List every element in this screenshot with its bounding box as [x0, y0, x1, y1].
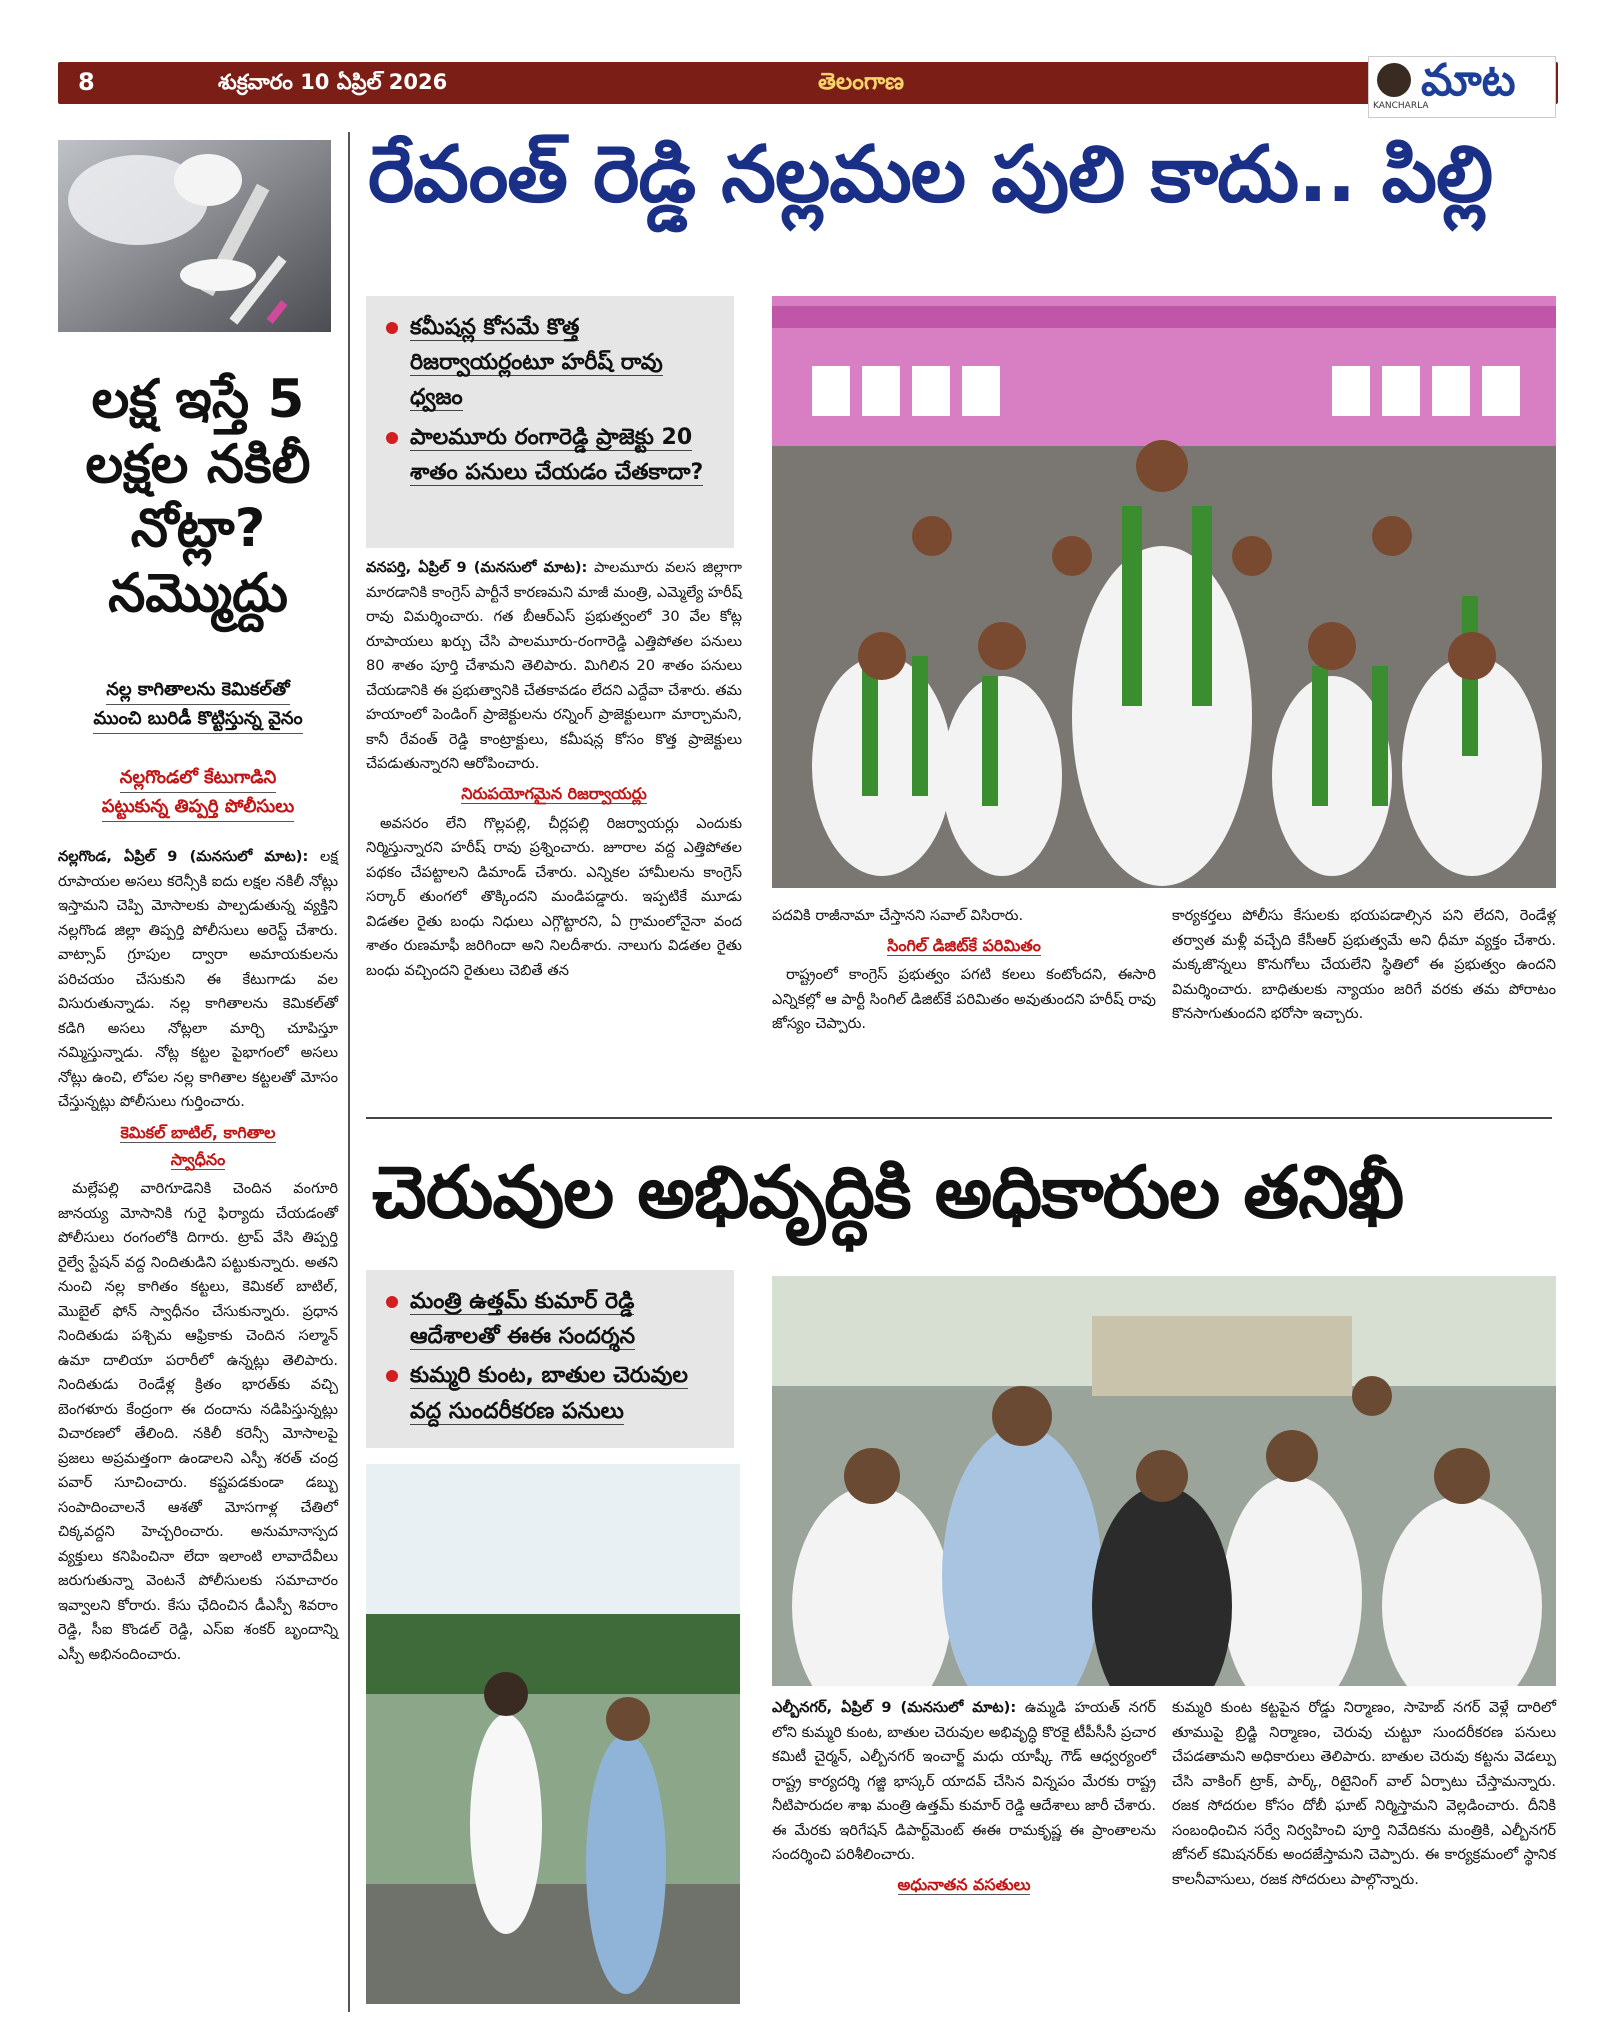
subheading-line: కెమికల్ బాటిల్, కాగితాల	[120, 1122, 276, 1142]
story-divider	[366, 1117, 1552, 1119]
story3-highlights	[366, 1270, 734, 1448]
story1-body-col3	[1172, 904, 1556, 1029]
story2-kicker	[58, 676, 338, 734]
paragraph: ఉమ్మడి హయత్ నగర్ లోని కుమ్మరి కుంట, బాతుల చెరువుల అభివృద్ధి కొరకై టీపీసీసీ ప్రచార కమిటీ చైర్మన్, ఎల్బీనగర్ ఇంచార్జ్ మధు యాష్కీ గౌడ్ ఆధ్వర్యంలో రాష్ట్ర కార్యదర్శి గజ్జి భాస్కర్ యాదవ్ చేసిన విన్నపం మేరకు రాష్ట్ర నీటిపారుదల శాఖ మంత్రి ఉత్తమ్ కుమార్ రెడ్డి ఆదేశాలు జారీ చేశారు. ఈ మేరకు ఇరిగేషన్ డిపార్ట్‌మెంట్ ఈఈ రామకృష్ణ ఈ ప్రాంతాలను సందర్శించి పరిశీలించారు.	[772, 1699, 1157, 1864]
inspection-photo	[772, 1276, 1556, 1686]
paragraph: పదవికి రాజీనామా చేస్తానని సవాల్ విసిరారు.	[772, 907, 1024, 924]
paragraph: అవసరం లేని గొల్లపల్లి, చీర్లపల్లి రిజర్వాయర్లు ఎందుకు నిర్మిస్తున్నారని హరీష్ రావు ప్రశ్నించారు. జూరాల వద్ద ఎత్తిపోతల పథకం చేపట్టాలని డిమాండ్ చేశారు. ఎన్నికల హామీలను కాంగ్రెస్ సర్కార్ తుంగలో తొక్కిందని మండిపడ్డారు. ఇప్పటికే మూడు విడతల రైతు బంధు నిధులు ఎగ్గొట్టారని, ఏ గ్రామంలోనైనా వంద శాతం రుణమాఫీ జరిగిందా అని నిలదీశారు. నాలుగు విడతల రైతు బంధు వచ్చిందని రైతులు చెబితే తన	[366, 814, 742, 979]
page-number: 8	[78, 68, 95, 96]
headline-line: లక్షల నకిలీ	[85, 433, 311, 495]
highlight-item: పాలమూరు రంగారెడ్డి ప్రాజెక్టు 20 శాతం పనులు చేయడం చేతకాదా?	[386, 420, 716, 490]
subheading: అధునాతన వసతులు	[897, 1874, 1031, 1894]
story1-highlights	[366, 296, 734, 548]
rally-photo	[772, 296, 1556, 888]
kicker-line: పట్టుకున్న తిప్పర్తి పోలీసులు	[102, 793, 295, 822]
dateline: వనపర్తి, ఏప్రిల్ 9 (మనసులో మాట):	[366, 559, 588, 576]
kicker-line: నల్లగొండలో కేటుగాడిని	[120, 764, 276, 793]
column-divider	[348, 132, 350, 2012]
story2-kicker-red	[58, 764, 338, 822]
headline-line: నోట్లా?	[130, 498, 266, 560]
story3-headline: చెరువుల అభివృద్ధికి అధికారుల తనిఖీ	[372, 1150, 1404, 1234]
subheading: సింగిల్ డిజిట్‌కే పరిమితం	[887, 935, 1041, 955]
logo-wordmark: మాట	[1421, 55, 1516, 106]
dateline: ఎల్బీనగర్, ఏప్రిల్ 9 (మనసులో మాట):	[772, 1699, 1017, 1716]
founder-portrait	[1377, 63, 1411, 97]
highlight-item: కమీషన్ల కోసమే కొత్త రిజర్వాయర్లంటూ హరీష్ రావు ధ్వజం	[386, 310, 716, 416]
kicker-line: నల్ల కాగితాలను కెమికల్‌తో	[106, 676, 290, 705]
story2-body	[58, 845, 338, 1669]
headline-line: లక్ష ఇస్తే 5	[91, 369, 305, 430]
paragraph: పాలమూరు వలస జిల్లాగా మారడానికి కాంగ్రెస్ పార్టీనే కారణమని మాజీ మంత్రి, ఎమ్మెల్యే హరీష్ రావు విమర్శించారు. గత బీఆర్ఎస్ ప్రభుత్వంలో 30 వేల కోట్ల రూపాయలు ఖర్చు చేసి పాలమూరు-రంగారెడ్డి ఎత్తిపోతల పనులు 80 శాతం పూర్తి చేశామని తెలిపారు. మిగిలిన 20 శాతం పనులు చేయడానికి ఈ ప్రభుత్వానికి చేతకావడం లేదని ఎద్దేవా చేశారు. తమ హయాంలో పెండింగ్ ప్రాజెక్టులను రన్నింగ్ ప్రాజెక్టులుగా మార్చామని, కానీ రేవంత్ రెడ్డి కాంట్రాక్టులు, కమీషన్ల కోసం కొత్త ప్రాజెక్టులు చేపడుతున్నారని ఆరోపించారు.	[366, 559, 742, 773]
story3-body-col1	[772, 1696, 1156, 1902]
dateline: నల్లగొండ, ఏప్రిల్ 9 (మనసులో మాట):	[58, 848, 309, 865]
logo-subtitle: KANCHARLA	[1373, 101, 1429, 111]
story1-body-col1	[366, 556, 742, 985]
story1-body-col2	[772, 904, 1156, 1039]
page-header-bar	[58, 62, 1558, 104]
paragraph: కార్యకర్తలు పోలీసు కేసులకు భయపడాల్సిన పని లేదని, రెండేళ్ల తర్వాత మళ్లీ వచ్చేది కేసీఆర్ ప్రభుత్వమే అని ధీమా వ్యక్తం చేశారు. మక్కజొన్నలు కొనుగోలు చేయలేని స్థితిలో ఈ ప్రభుత్వం ఉందని విమర్శించారు. బాధితులకు న్యాయం జరిగే వరకు తమ పోరాటం కొనసాగుతుందని భరోసా ఇచ్చారు.	[1172, 907, 1556, 1023]
kicker-line: ముంచి బురిడీ కొట్టిస్తున్న వైనం	[93, 705, 302, 734]
lake-photo	[366, 1464, 740, 2004]
drug-photo	[58, 140, 331, 332]
subheading: నిరుపయోగమైన రిజర్వాయర్లు	[461, 783, 647, 803]
paragraph: కుమ్మరి కుంట కట్టపైన రోడ్డు నిర్మాణం, సాహెబ్ నగర్ వెళ్లే దారిలో తూముపై బ్రిడ్జి నిర్మాణం, చెరువు చుట్టూ సుందరీకరణ పనులు చేపడతామని అధికారులు తెలిపారు. బాతుల చెరువు కట్టను వెడల్పు చేసి వాకింగ్ ట్రాక్, పార్క్, రిటైనింగ్ వాల్ ఏర్పాటు చేస్తామన్నారు. రజక సోదరుల కోసం దోబీ ఘాట్ నిర్మిస్తామని వెల్లడించారు. దీనికి సంబంధించిన సర్వే నిర్వహించి పూర్తి నివేదికను మంత్రికి, ఎల్బీనగర్ జోనల్ కమిషనర్‌కు అందజేస్తామని చెప్పారు. ఈ కార్యక్రమంలో స్థానిక కాలనీవాసులు, రజక సోదరులు పాల్గొన్నారు.	[1172, 1699, 1556, 1888]
highlight-item: మంత్రి ఉత్తమ్ కుమార్ రెడ్డి ఆదేశాలతో ఈఈ సందర్శన	[386, 1284, 716, 1354]
highlight-item: కుమ్మరి కుంట, బాతుల చెరువుల వద్ద సుందరీకరణ పనులు	[386, 1358, 716, 1428]
story2-headline	[58, 368, 338, 627]
paragraph: లక్ష రూపాయల అసలు కరెన్సీకి ఐదు లక్షల నకిలీ నోట్లు ఇస్తామని చెప్పి మోసాలకు పాల్పడుతున్న వ్యక్తిని నల్లగొండ జిల్లా తిప్పర్తి పోలీసులు అరెస్ట్ చేశారు. వాట్సాప్ గ్రూపుల ద్వారా అమాయకులను పరిచయం చేసుకుని ఈ కేటుగాడు వల విసురుతున్నాడు. నల్ల కాగితాలను కెమికల్‌తో కడిగి అసలు నోట్లలా మార్చి చూపిస్తూ నమ్మిస్తున్నాడు. నోట్ల కట్టల పైభాగంలో అసలు నోట్లు ఉంచి, లోపల నల్ల కాగితాల కట్టలతో మోసం చేస్తున్నట్లు పోలీసులు గుర్తించారు.	[58, 848, 338, 1111]
story3-body-col2	[1172, 1696, 1556, 1894]
story1-headline: రేవంత్ రెడ్డి నల్లమల పులి కాదు.. పిల్లి	[368, 130, 1493, 220]
subheading	[58, 1119, 338, 1173]
section-name: తెలంగాణ	[818, 69, 905, 95]
subheading-line: స్వాధీనం	[170, 1149, 226, 1169]
masthead-logo	[1368, 56, 1556, 118]
paragraph: రాష్ట్రంలో కాంగ్రెస్ ప్రభుత్వం పగటి కలలు కంటోందని, ఈసారి ఎన్నికల్లో ఆ పార్టీ సింగిల్ డిజిట్‌కే పరిమితం అవుతుందని హరీష్ రావు జోస్యం చెప్పారు.	[772, 966, 1156, 1033]
issue-date: శుక్రవారం 10 ఏప్రిల్ 2026	[218, 70, 448, 94]
paragraph: మల్లేపల్లి వారిగూడెనికి చెందిన వంగూరి జానయ్య మోసానికి గురై ఫిర్యాదు చేయడంతో పోలీసులు రంగంలోకి దిగారు. ట్రాప్ వేసి తిప్పర్తి రైల్వే స్టేషన్ వద్ద నిందితుడిని పట్టుకున్నారు. అతని నుంచి నల్ల కాగితం కట్టలు, కెమికల్ బాటిల్, మొబైల్ ఫోన్ స్వాధీనం చేసుకున్నారు. ప్రధాన నిందితుడు పశ్చిమ ఆఫ్రికాకు చెందిన సల్మాన్ ఉమా దాలియా పరారీలో ఉన్నట్లు తెలిపారు. నిందితుడు రెండేళ్ల క్రితం భారత్‌కు వచ్చి బెంగళూరు కేంద్రంగా ఈ దందాను నడిపిస్తున్నట్లు విచారణలో తేలింది. నకిలీ కరెన్సీ మోసాలపై ప్రజలు అప్రమత్తంగా ఉండాలని ఎస్పీ శరత్ చంద్ర పవార్ సూచించారు. కష్టపడకుండా డబ్బు సంపాదించాలనే ఆశతో మోసగాళ్ల చేతిలో చిక్కవద్దని హెచ్చరించారు. అనుమానాస్పద వ్యక్తులు కనిపించినా లేదా ఇలాంటి లావాదేవీలు జరుగుతున్నా వెంటనే పోలీసులకు సమాచారం ఇవ్వాలని కోరారు. కేసు ఛేదించిన డీఎస్పీ శివరాం రెడ్డి, సీఐ కొండల్ రెడ్డి, ఎస్ఐ శంకర్ బృందాన్ని ఎస్పీ అభినందించారు.	[58, 1180, 338, 1663]
headline-line: నమ్మొద్దు	[108, 562, 288, 624]
